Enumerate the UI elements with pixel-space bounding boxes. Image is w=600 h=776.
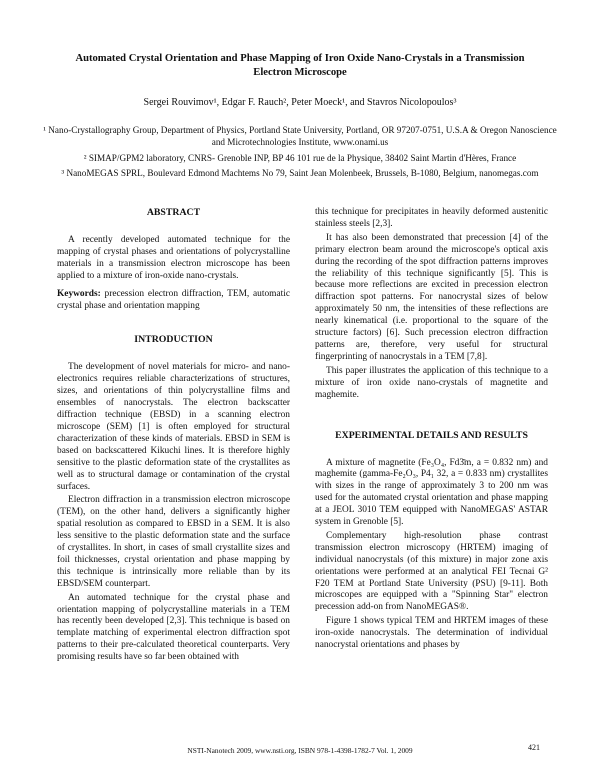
intro-paragraph-1: The development of novel materials for micro- and nano-electronics requires reliable characterizations of structures, sizes, and orientations of thin polycrystalline films and ensembles of nanocrystals. The electron backscatter diffraction technique (EBSD) in a scanning electron microscope (SEM) [1] is often employed for structural characterization of these kinds of materials. EBSD in SEM is based on backscattered Kikuchi lines. It is therefore highly sensitive to the plastic deformation state of the crystallites as well as to structural damage or contamination of the crystal surfaces. <box>57 362 290 492</box>
keywords <box>57 289 290 313</box>
experimental-paragraph-2: Complementary high-resolution phase contrast transmission electron microscopy (HRTEM) imaging of individual nanocrystals (of this mixture) in major zone axis orientations were performed at an analytical FEI Tecnai G² F20 TEM at Portland State University (PSU) [9-11]. Both microscopes are equipped with a "Spinning Star" electron precession add-on from NanoMEGAS®. <box>315 530 548 613</box>
intro-paragraph-2: Electron diffraction in a transmission electron microscope (TEM), on the other hand, delivers a significantly higher spatial resolution as compared to EBSD in a SEM. It is also less sensitive to the plastic deformation state and the surface of crystallites. In short, in cases of small crystallite sizes and foil thicknesses, crystal orientation and phase mapping by this technique is intrinsically more reliable than by its EBSD/SEM counterpart. <box>57 495 290 589</box>
abstract-text: A recently developed automated technique for the mapping of crystal phases and orientations of polycrystalline materials in a transmission electron microscope has been applied to a mixture of iron-oxide nano-crystals. <box>57 235 290 281</box>
keywords-text: precession electron diffraction, TEM, automatic crystal phase and orientation mapping <box>57 288 290 311</box>
right-paragraph-2: It has also been demonstrated that precession [4] of the primary electron beam around the microscope's optical axis during the recording of the spot diffraction patterns improves the reliability of this technique significantly [5]. This is because more reflections are excited in precession electron diffraction spot patterns. For nanocrystal sizes of below approximately 50 nm, the intensities of these reflections are nearly kinematical (i.e. proportional to the square of the structure factors) [6]. Such precession electron diffraction patterns are, therefore, very useful for structural fingerprinting of nanocrystals in a TEM [7,8]. <box>315 232 548 362</box>
affiliation-1: ¹ Nano-Crystallography Group, Department of Physics, Portland State University, Portland, OR 97207-0751, U.S.A & Oregon Nanoscience and Microtechnologies Institute, www.onami.us <box>43 125 557 148</box>
paper-title: Automated Crystal Orientation and Phase Mapping of Iron Oxide Nano-Crystals in a Transmission Electron Microscope <box>75 53 525 78</box>
affiliation-3: ³ NanoMEGAS SPRL, Boulevard Edmond Machtems No 79, Saint Jean Molenbeek, Brussels, B-1080, Belgium, nanomegas.com <box>61 168 539 179</box>
page-number: 421 <box>528 743 540 752</box>
intro-paragraph-3: An automated technique for the crystal phase and orientation mapping of polycrystalline materials in a TEM has recently been developed [2,3]. This technique is based on template matching of experimental electron diffraction spot patterns to their pre-calculated theoretical counterparts. Very promising results have so far been obtained with <box>57 592 290 663</box>
right-column <box>315 207 548 652</box>
experimental-heading: EXPERIMENTAL DETAILS AND RESULTS <box>335 429 528 441</box>
experimental-paragraph-1: A mixture of magnetite (Fe₃O₄, Fd3̄m, a = 0.832 nm) and maghemite (gamma-Fe₂O₃, P4₁ 32, a = 0.833 nm) crystallites with sizes in the range of approximately 3 to 200 nm was used for the automated crystal orientation and phase mapping at a JEOL 3010 TEM equipped with NanoMEGAS' ASTAR system in Grenoble [5]. <box>315 457 548 528</box>
experimental-paragraph-3: Figure 1 shows typical TEM and HRTEM images of these iron-oxide nanocrystals. The determination of individual nanocrystal orientations and phases by <box>315 616 548 651</box>
affiliation-2: ² SIMAP/GPM2 laboratory, CNRS- Grenoble INP, BP 46 101 rue de la Physique, 38402 Saint Martin d'Hères, France <box>83 152 517 163</box>
left-column <box>57 207 290 664</box>
footer-reference: NSTI-Nanotech 2009, www.nsti.org, ISBN 978-1-4398-1782-7 Vol. 1, 2009 <box>187 746 413 755</box>
right-paragraph-3: This paper illustrates the application of this technique to a mixture of iron oxide nano-crystals of magnetite and maghemite. <box>315 365 548 400</box>
keywords-label: Keywords: <box>57 288 101 299</box>
right-paragraph-1: this technique for precipitates in heavily deformed austenitic stainless steels [2,3]. <box>315 207 548 229</box>
abstract-heading: ABSTRACT <box>146 207 201 218</box>
affiliations <box>40 124 560 183</box>
author-list: Sergei Rouvimov¹, Edgar F. Rauch², Peter Moeck¹, and Stavros Nicolopoulos³ <box>143 97 457 108</box>
introduction-heading: INTRODUCTION <box>134 334 213 346</box>
